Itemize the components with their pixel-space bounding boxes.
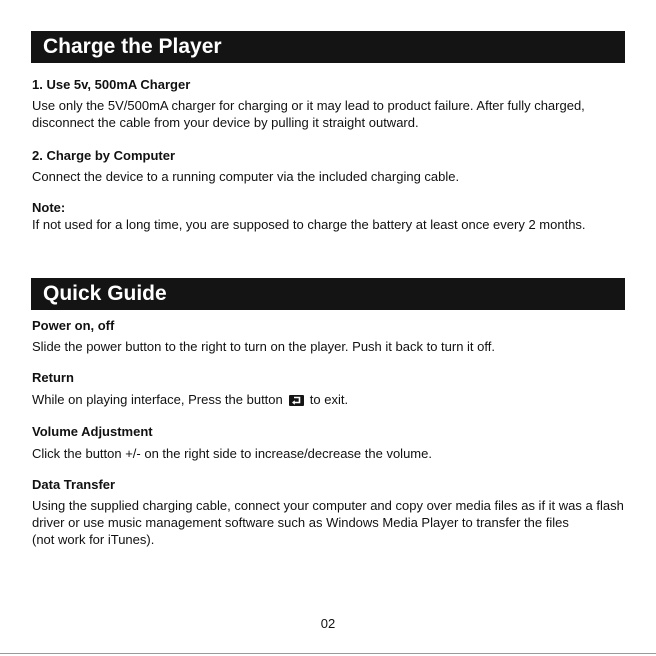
data-transfer-line-3: (not work for iTunes). bbox=[32, 532, 155, 547]
volume-line: Click the button +/- on the right side to increase/decrease the volume. bbox=[32, 446, 432, 461]
charge-by-computer-text bbox=[32, 168, 632, 185]
data-transfer-line-1: Using the supplied charging cable, connect your computer and copy over media files as if it was a flash bbox=[32, 498, 624, 513]
quick-guide-section-title: Quick Guide bbox=[31, 278, 625, 310]
use-charger-heading: 1. Use 5v, 500mA Charger bbox=[32, 77, 191, 92]
return-text-before: While on playing interface, Press the button bbox=[32, 392, 283, 407]
use-charger-line-2: disconnect the cable from your device by pulling it straight outward. bbox=[32, 115, 419, 130]
return-text-after: to exit. bbox=[309, 392, 349, 407]
note-line: If not used for a long time, you are supposed to charge the battery at least once every 2 months. bbox=[32, 217, 586, 232]
return-heading: Return bbox=[32, 370, 74, 385]
use-charger-line-1: Use only the 5V/500mA charger for charging or it may lead to product failure. After fully charged, bbox=[32, 98, 585, 113]
return-line bbox=[32, 391, 632, 408]
page-number: 02 bbox=[320, 616, 336, 631]
use-charger-text bbox=[32, 97, 632, 131]
charge-section-title: Charge the Player bbox=[31, 31, 625, 63]
volume-heading: Volume Adjustment bbox=[32, 424, 153, 439]
data-transfer-heading: Data Transfer bbox=[32, 477, 116, 492]
return-text bbox=[32, 391, 632, 408]
power-line: Slide the power button to the right to turn on the player. Push it back to turn it off. bbox=[32, 339, 495, 354]
note-text bbox=[32, 216, 632, 233]
bottom-divider bbox=[0, 653, 656, 654]
power-text bbox=[32, 338, 632, 355]
note-heading: Note: bbox=[32, 200, 66, 215]
data-transfer-line-2: driver or use music management software such as Windows Media Player to transfer the files bbox=[32, 515, 569, 530]
return-icon bbox=[289, 395, 304, 406]
charge-by-computer-heading: 2. Charge by Computer bbox=[32, 148, 176, 163]
power-heading: Power on, off bbox=[32, 318, 115, 333]
data-transfer-text bbox=[32, 497, 632, 548]
volume-text bbox=[32, 445, 632, 462]
charge-by-computer-line: Connect the device to a running computer via the included charging cable. bbox=[32, 169, 460, 184]
